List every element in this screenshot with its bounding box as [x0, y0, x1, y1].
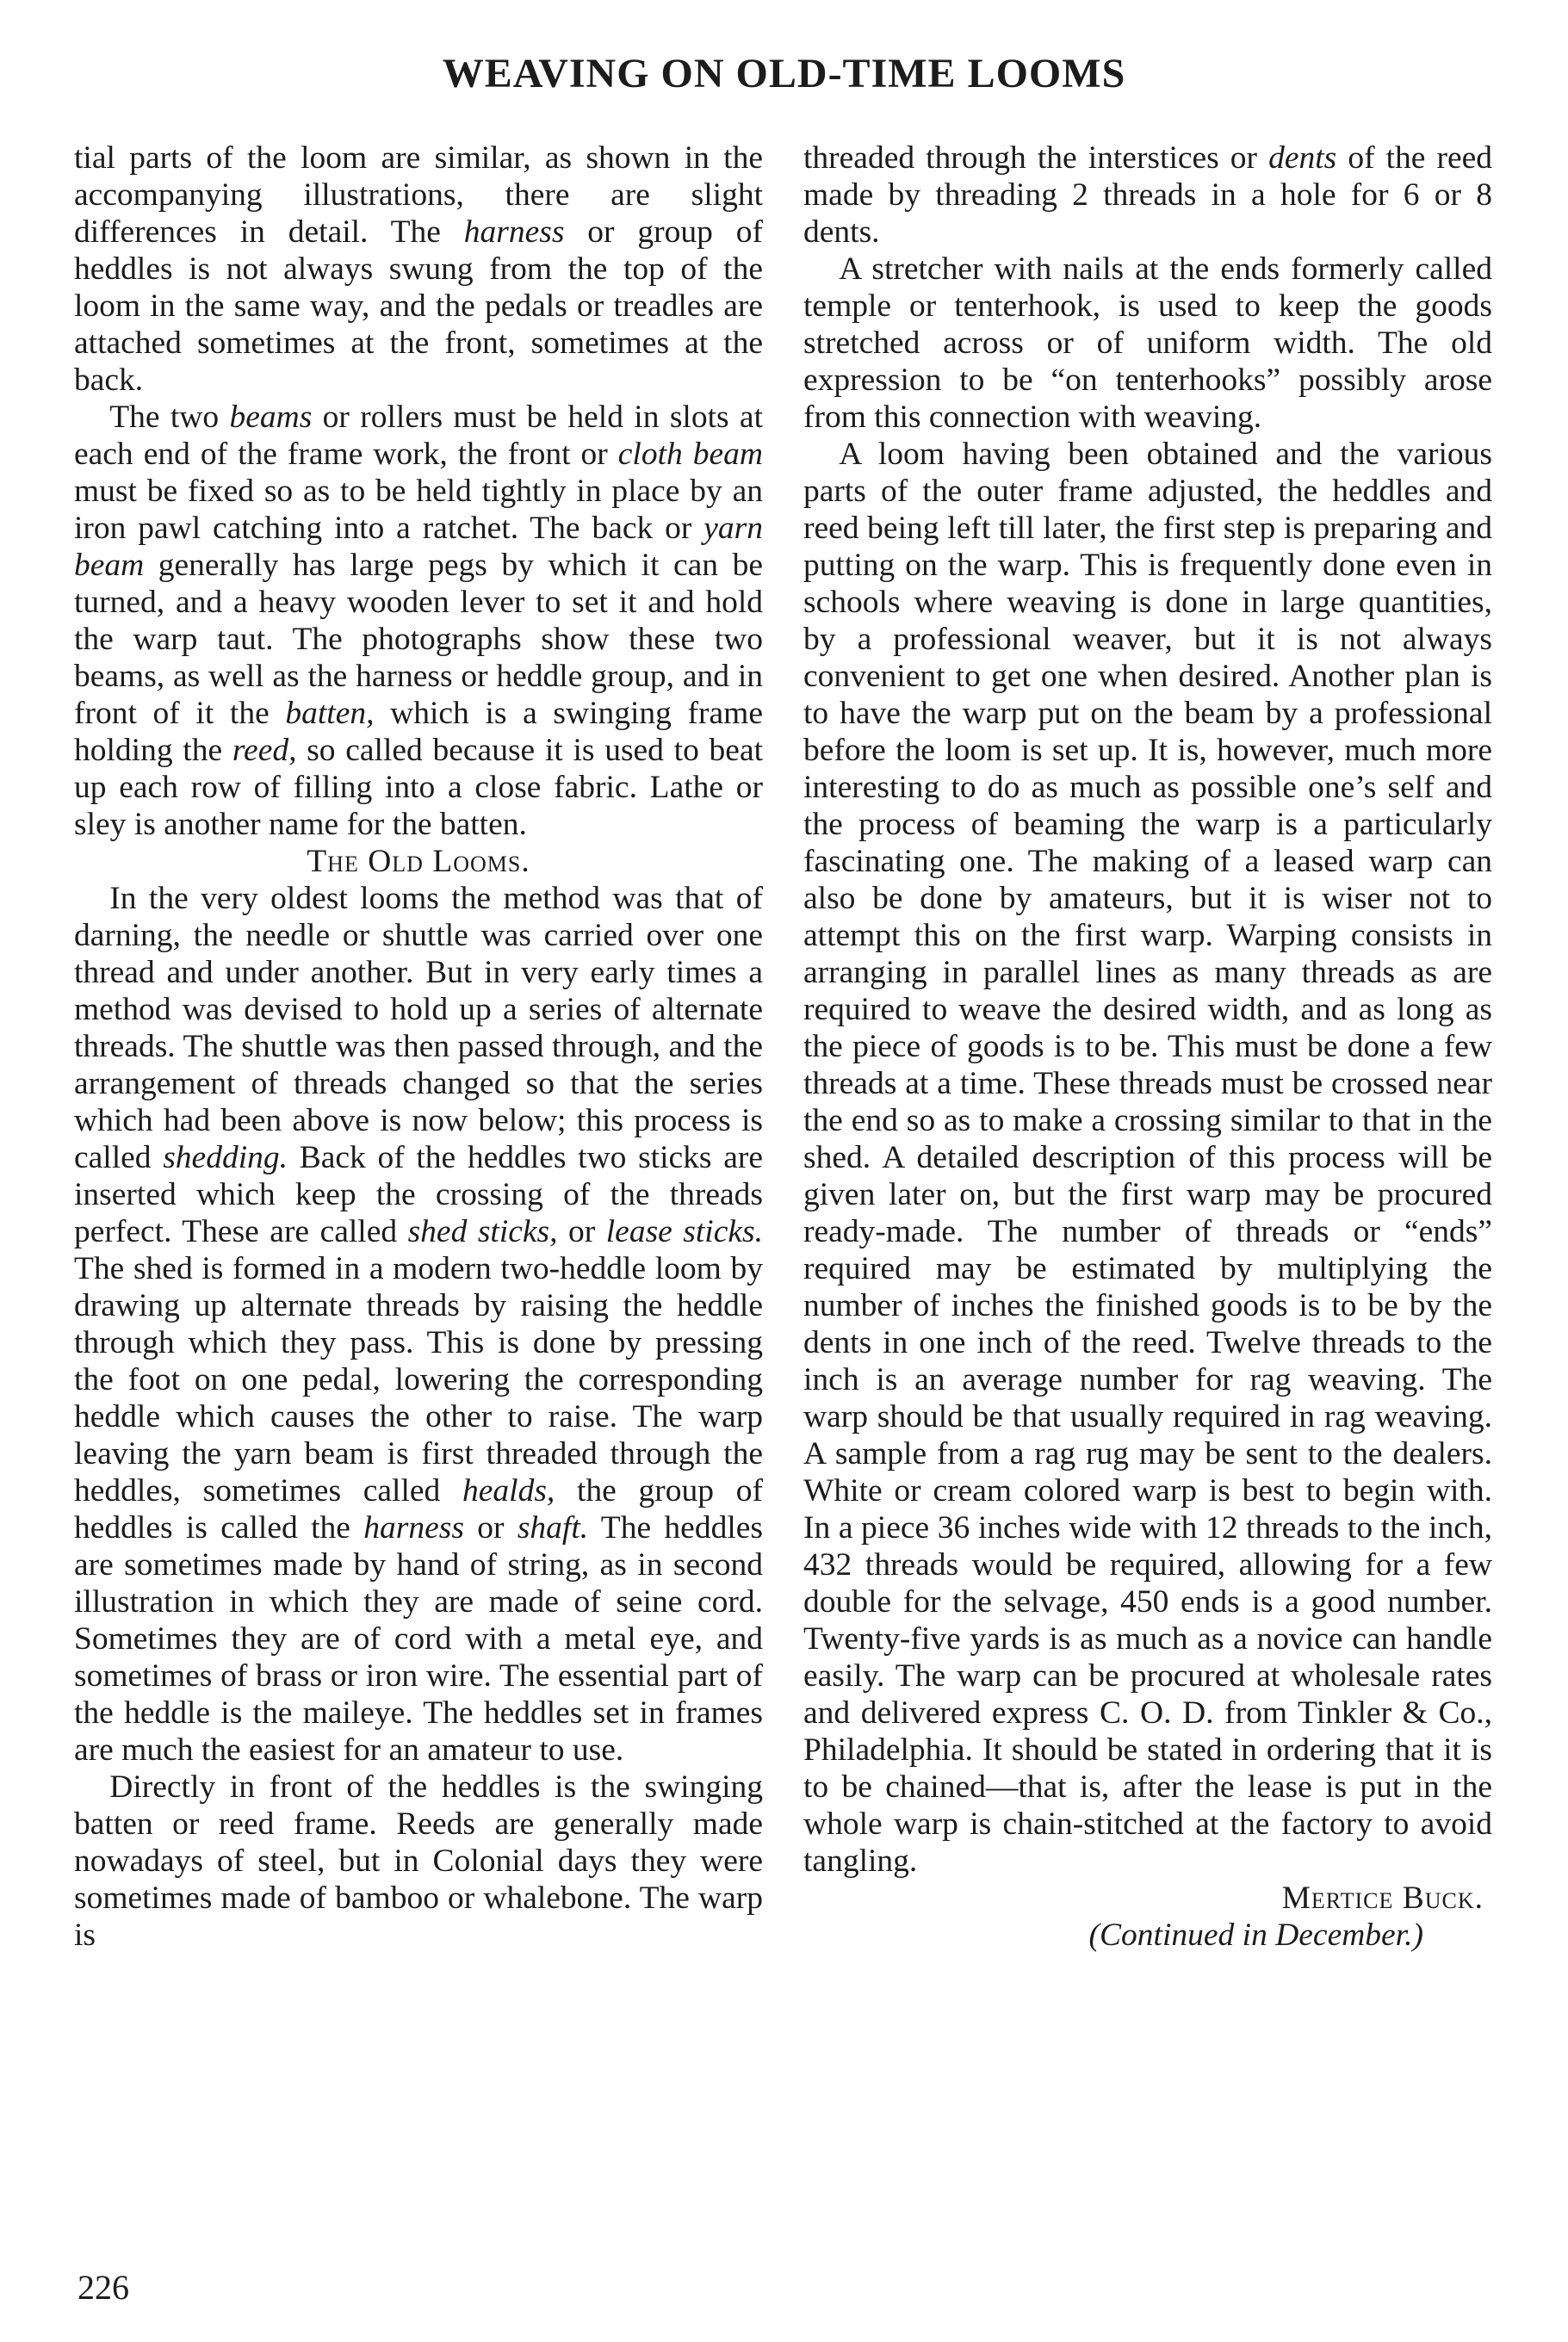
- paragraph-warping: A loom having been obtained and the various parts of the outer frame adjusted, the heddles and reed being left till later, the first step is preparing and putting on the warp. This is frequently done even in schools where weaving is done in large quantities, by a professional weaver, but it is not always convenient to get one when desired. Another plan is to have the warp put on the beam by a professional before the loom is set up. It is, however, much more interesting to do as much as possible one’s self and the process of beaming the warp is a particularly fascinating one. The making of a leased warp can also be done by amateurs, but it is wiser not to attempt this on the first warp. Warping consists in arranging in parallel lines as many threads as are required to weave the desired width, and as long as the piece of goods is to be. This must be done a few threads at a time. These threads must be crossed near the end so as to make a crossing similar to that in the shed. A detailed description of this process will be given later on, but the first warp may be procured ready-made. The number of threads or “ends” required may be estimated by multiplying the number of inches the finished goods is to be by the dents in one inch of the reed. Twelve threads to the inch is an average number for rag weaving. The warp should be that usually required in rag weaving. A sample from a rag rug may be sent to the dealers. White or cream colored warp is best to begin with. In a piece 36 inches wide with 12 threads to the inch, 432 threads would be required, allowing for a few double for the selvage, 450 ends is a good number. Twenty-five yards is as much as a novice can handle easily. The warp can be procured at wholesale rates and delivered express C. O. D. from Tinkler & Co., Philadelphia. It should be stated in ordering that it is to be chained—that is, after the lease is put in the whole warp is chain-stitched at the factory to avoid tangling.: [803, 437, 1492, 1879]
- section-heading-old-looms: The Old Looms.: [307, 844, 530, 879]
- right-column: [803, 139, 1492, 1954]
- continued-note: (Continued in December.): [1088, 1918, 1423, 1953]
- left-column: [74, 139, 763, 1954]
- page-header-title: WEAVING ON OLD-TIME LOOMS: [442, 51, 1126, 96]
- paragraph-beams: The two beams or rollers must be held in slots at each end of the frame work, the front or cloth beam must be fixed so as to be held tightly in place by an iron pawl catching into a ratchet. The back or yarn beam generally has large pegs by which it can be turned, and a heavy wooden lever to set it and hold the warp taut. The photographs show these two beams, as well as the harness or heddle group, and in front of it the batten, which is a swinging frame holding the reed, so called because it is used to beat up each row of filling into a close fabric. Lathe or sley is another name for the batten.: [74, 400, 764, 842]
- paragraph-old-looms: In the very oldest looms the method was that of darning, the needle or shuttle was carried over one thread and under another. But in very early times a method was devised to hold up a series of alternate threads. The shuttle was then passed through, and the arrangement of threads changed so that the series which had been above is now below; this process is called shedding. Back of the heddles two sticks are inserted which keep the crossing of the threads perfect. These are called shed sticks, or lease sticks. The shed is formed in a modern two-heddle loom by drawing up alternate threads by raising the heddle through which they pass. This is done by pressing the foot on one pedal, lowering the corresponding heddle which causes the other to raise. The warp leaving the yarn beam is first threaded through the heddles, sometimes called healds, the group of heddles is called the harness or shaft. The heddles are sometimes made by hand of string, as in second illustration in which they are made of seine cord. Sometimes they are of cord with a metal eye, and sometimes of brass or iron wire. The essential part of the heddle is the maileye. The heddles set in frames are much the easiest for an amateur to use.: [74, 881, 763, 1768]
- paragraph-loom-parts: tial parts of the loom are similar, as shown in the accompanying illustrations, there are slight differences in detail. The harness or group of heddles is not always swung from the top of the loom in the same way, and the pedals or treadles are attached sometimes at the front, sometimes at the back.: [74, 140, 763, 398]
- paragraph-reed-dents: threaded through the interstices or dents of the reed made by threading 2 threads in a hole for 6 or 8 dents.: [803, 140, 1492, 250]
- page-number: 226: [77, 2268, 129, 2307]
- paragraph-batten: Directly in front of the heddles is the swinging batten or reed frame. Reeds are generally made nowadays of steel, but in Colonial days they were sometimes made of bamboo or whalebone. The warp is: [74, 1769, 763, 1953]
- author-signature: Mertice Buck.: [1281, 1880, 1484, 1916]
- paragraph-tenterhook: A stretcher with nails at the ends formerly called temple or tenterhook, is used to keep the goods stretched across or of uniform width. The old expression to be “on tenterhooks” possibly arose from this connection with weaving.: [803, 251, 1492, 435]
